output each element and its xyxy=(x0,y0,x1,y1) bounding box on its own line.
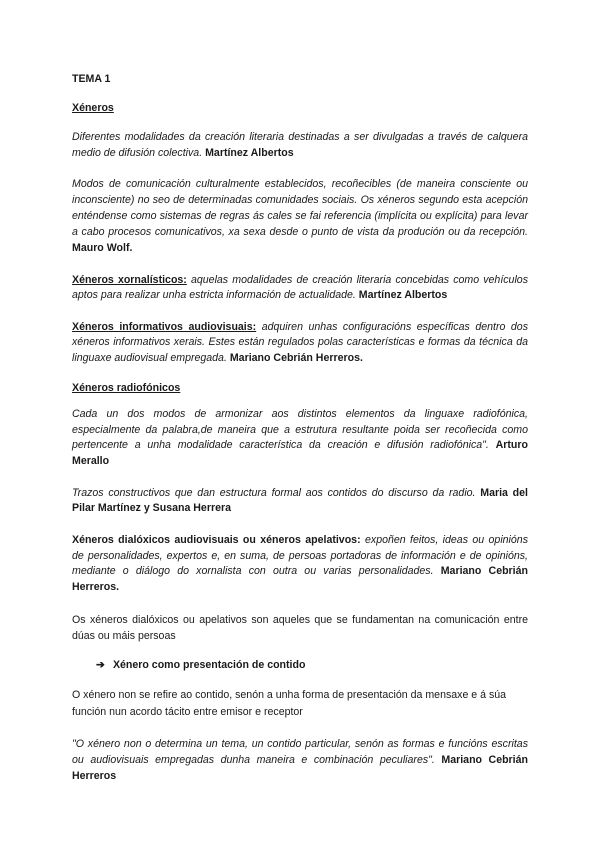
definition-text: Trazos constructivos que dan estructura formal aos contidos do discurso da radio. xyxy=(72,486,476,499)
citation-author: Maria del Pilar Martínez y Susana Herrera xyxy=(72,486,528,515)
definition-paragraph-3 xyxy=(72,273,528,304)
citation-author: Martínez Albertos xyxy=(205,146,294,159)
quote-text: "O xénero non o determina un tema, un contido particular, senón as formas e funcións escritas ou audiovisuais empregadas dunha maneira e combinación peculiares". xyxy=(72,737,528,766)
definition-paragraph-4 xyxy=(72,320,528,367)
body-paragraph-xenero: O xénero non se refire ao contido, senón a unha forma de presentación da mensaxe e á súa función nun acordo tácito entre emisor e receptor xyxy=(72,688,507,718)
citation-author: Martínez Albertos xyxy=(358,289,448,302)
definition-paragraph-2 xyxy=(72,177,528,257)
section-heading-xeneros: Xéneros xyxy=(72,102,114,114)
term-label: Xéneros informativos audiovisuais: xyxy=(72,320,257,333)
document-title: TEMA 1 xyxy=(72,73,111,85)
definition-text: expoñen feitos, ideas ou opinións de personalidades, expertos e, en suma, de persoas portadoras de información e de opinións, mediante o diálogo do xornalista con outra ou varias personalidades. xyxy=(72,533,528,578)
citation-author: Mariano Cebrián Herreros. xyxy=(229,351,363,364)
document-body xyxy=(72,73,528,784)
term-label: Xéneros dialóxicos audiovisuais ou xéneros apelativos: xyxy=(72,533,361,546)
definition-paragraph-6 xyxy=(72,486,528,517)
definition-text: Cada un dos modos de armonizar aos distintos elementos da linguaxe radiofónica, especialmente da palabra,de maneira que a estrutura resultante poida ser recoñecida como pertencente a unha modalidade característica da creación e difusión radiofónica". xyxy=(72,408,528,452)
definition-text: adquiren unhas configuracións específicas dentro dos xéneros informativos xerais. Estes están regulados polas características e formas da técnica da linguaxe audiovisual empregada. xyxy=(72,320,528,364)
definition-text: Diferentes modalidades da creación literaria destinadas a ser divulgadas a través de calquera medio de difusión colectiva. xyxy=(72,131,528,159)
section-heading-radiofonicos: Xéneros radiofónicos xyxy=(72,382,181,395)
definition-paragraph-1 xyxy=(72,130,528,161)
body-paragraph-dialoxicos: Os xéneros dialóxicos ou apelativos son aqueles que se fundamentan na comunicación entre dúas ou máis persoas xyxy=(72,613,528,642)
arrow-bullet-icon: ➔ xyxy=(96,658,105,671)
definition-text: aquelas modalidades de creación literaria concebidas como vehículos aptos para realizar unha estricta información de actualidade. xyxy=(72,273,528,302)
citation-author: Arturo Merallo xyxy=(72,439,528,468)
quote-paragraph xyxy=(72,736,528,784)
citation-author: Mariano Cebrián Herreros. xyxy=(72,565,528,593)
term-label: Xéneros xornalísticos: xyxy=(72,273,187,286)
citation-author: Mauro Wolf. xyxy=(72,241,133,254)
definition-text: Modos de comunicación culturalmente establecidos, recoñecibles (de maneira consciente ou inconsciente) no seo de determinadas comunidades sociais. Os xéneros segundo esta acepción enténdense como sistemas de regras ás cales se fai referencia (implícita ou explícita) para levar a cabo procesos comunicativos, xa sexa desde o punto de vista da produción ou da recepción. xyxy=(72,178,528,238)
bullet-text: Xénero como presentación de contido xyxy=(112,658,306,671)
bullet-item xyxy=(72,659,528,671)
definition-paragraph-5 xyxy=(72,407,528,470)
citation-author: Mariano Cebrián Herreros xyxy=(72,753,528,782)
definition-paragraph-7 xyxy=(72,533,528,596)
